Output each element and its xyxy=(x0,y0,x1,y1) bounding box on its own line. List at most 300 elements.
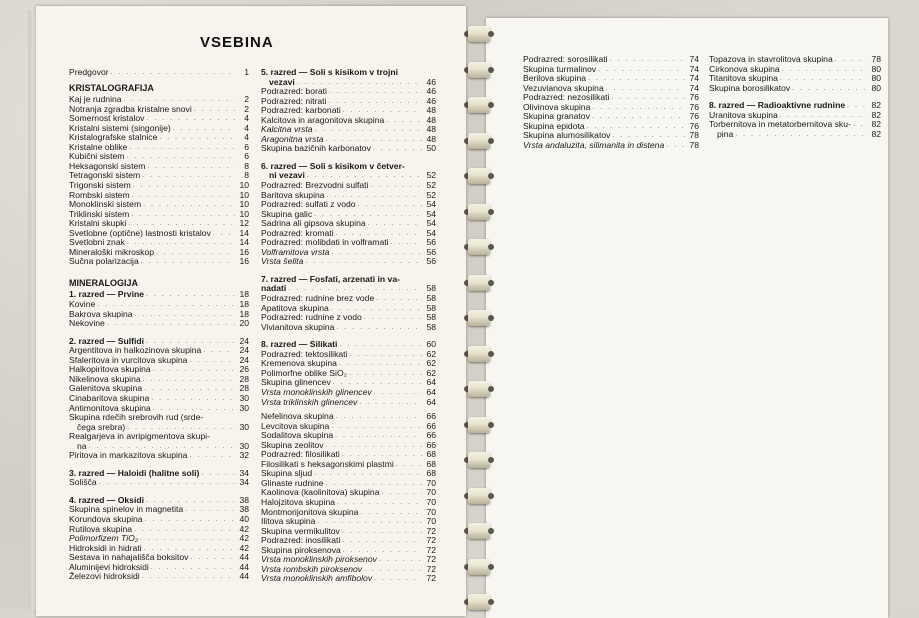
entry-title: Skupina glinencev xyxy=(261,377,331,388)
page-number: 24 xyxy=(239,345,249,356)
page-number: 70 xyxy=(426,506,436,517)
dot-leader xyxy=(853,120,867,130)
page-number: 6 xyxy=(244,151,249,162)
entry-title: Podrazred: Brezvodni sulfati xyxy=(261,180,369,191)
page-number: 56 xyxy=(426,256,436,267)
dot-leader xyxy=(151,394,235,404)
page-number: 72 xyxy=(426,525,436,536)
entry-title: Sestava in nahajališča boksitov xyxy=(69,552,189,563)
entry-title: Podrazred: sorosilikati xyxy=(523,54,608,64)
entry-title: 8. razred — Silikati xyxy=(261,339,338,350)
page-number: 82 xyxy=(871,128,881,139)
dot-leader xyxy=(189,356,235,366)
page-number: 42 xyxy=(239,523,249,534)
entry-title: Podrazred: molibdati in volframati xyxy=(261,237,389,248)
entry-title: Volframitova vrsta xyxy=(261,246,330,257)
page-number: 76 xyxy=(689,92,699,103)
page-number: 18 xyxy=(239,289,249,300)
toc-column-3 xyxy=(523,55,699,150)
entry-title: Podrazred: karbonati xyxy=(261,105,341,116)
page-number: 28 xyxy=(239,383,249,394)
dot-leader xyxy=(314,469,422,479)
entry-title: Kaolinova (kaolinitova) skupina xyxy=(261,487,380,498)
dot-leader xyxy=(735,130,867,140)
dot-leader xyxy=(129,143,235,153)
entry-title: Podrazred: kromati xyxy=(261,227,334,238)
entry-title: Kristalne oblike xyxy=(69,141,128,152)
entry-title: Skupina piroksenova xyxy=(261,544,341,555)
dot-leader xyxy=(381,488,422,498)
page-number: 8 xyxy=(244,170,249,181)
page-number: 58 xyxy=(426,302,436,313)
page-number: 34 xyxy=(239,477,249,488)
entry-title: Montmorijonitova skupina xyxy=(261,506,359,517)
entry-title: Podrazred: tektosilikati xyxy=(261,348,348,359)
binding-coil xyxy=(464,95,494,117)
page-number: 74 xyxy=(689,63,699,74)
page-number: 10 xyxy=(239,180,249,191)
toc-entry xyxy=(69,572,249,582)
entry-title: na xyxy=(77,440,87,451)
entry-title: Podrazred: nitrati xyxy=(261,95,327,106)
dot-leader xyxy=(780,74,867,84)
page-number: 8 xyxy=(244,160,249,171)
entry-title: Podrazred: borati xyxy=(261,86,327,97)
page-number: 32 xyxy=(239,450,249,461)
toc-entry xyxy=(69,68,249,78)
page-number: 6 xyxy=(244,141,249,152)
toc-entry xyxy=(69,432,249,442)
entry-title: Skupina bazičnih karbonatov xyxy=(261,143,371,154)
dot-leader xyxy=(376,294,422,304)
dot-leader xyxy=(131,210,235,220)
entry-title: Kaj je rudnina xyxy=(69,94,122,105)
dot-leader xyxy=(611,93,685,103)
entry-title: Vrsta triklinskih glinencev xyxy=(261,396,358,407)
entry-title: Skupina vermikulitov xyxy=(261,525,340,536)
entry-title: Podrazred: inosilikati xyxy=(261,535,341,546)
page-number: 58 xyxy=(426,283,436,294)
page-number: 18 xyxy=(239,308,249,319)
entry-title: Filosilikati s heksagonskimi plastmi xyxy=(261,458,394,469)
page-number: 30 xyxy=(239,440,249,451)
entry-title: Skupina borosilikatov xyxy=(709,82,791,93)
entry-title: Cirkonova skupina xyxy=(709,63,780,74)
page-number: 70 xyxy=(426,516,436,527)
dot-leader xyxy=(147,162,235,172)
page-number: 14 xyxy=(239,227,249,238)
dot-leader xyxy=(374,388,422,398)
page-number: 46 xyxy=(426,95,436,106)
entry-title: Sodalitova skupina xyxy=(261,430,334,441)
binding-coil xyxy=(464,450,494,472)
toc-column-4 xyxy=(709,55,881,139)
dot-leader xyxy=(349,350,422,360)
dot-leader xyxy=(153,365,235,375)
entry-title: Triklinski sistem xyxy=(69,208,130,219)
page-number: 68 xyxy=(426,458,436,469)
page-number: 62 xyxy=(426,367,436,378)
entry-title: Nefelinova skupina xyxy=(261,411,334,422)
page-number: 40 xyxy=(239,513,249,524)
page-number: 38 xyxy=(239,504,249,515)
entry-title: Svetlobne (optične) lastnosti kristalov xyxy=(69,227,211,238)
entry-title: Polimorfne oblike SiO₂ xyxy=(261,367,347,378)
dot-leader xyxy=(610,55,685,65)
page-number: 10 xyxy=(239,208,249,219)
entry-title: Olivinova skupina xyxy=(523,101,591,112)
entry-title: Aragonitna vrsta xyxy=(261,133,324,144)
entry-title: Argentitova in halkozinova skupina xyxy=(69,345,202,356)
dot-leader xyxy=(396,460,422,470)
page-number: 14 xyxy=(239,237,249,248)
toc-entry xyxy=(69,319,249,329)
page-number: 2 xyxy=(244,94,249,105)
page-number: 28 xyxy=(239,373,249,384)
page-number: 72 xyxy=(426,563,436,574)
page-number: 44 xyxy=(239,571,249,582)
dot-leader xyxy=(329,87,422,97)
page-number: 50 xyxy=(426,143,436,154)
page-number: 54 xyxy=(426,208,436,219)
binding-coil xyxy=(464,273,494,295)
dot-leader xyxy=(133,181,235,191)
page-number: 72 xyxy=(426,554,436,565)
binding-coil xyxy=(464,344,494,366)
entry-title: Kremenova skupina xyxy=(261,358,337,369)
page-number: 48 xyxy=(426,124,436,135)
page-number: 1 xyxy=(244,67,249,77)
dot-leader xyxy=(782,65,867,75)
page-number: 66 xyxy=(426,430,436,441)
entry-title: 7. razred — Fosfati, arzenati in va- xyxy=(261,273,400,284)
dot-leader xyxy=(144,384,235,394)
page-number: 46 xyxy=(426,76,436,87)
page-number: 54 xyxy=(426,218,436,229)
dot-leader xyxy=(142,572,235,582)
dot-leader xyxy=(194,105,235,115)
entry-title: Cinabaritova skupina xyxy=(69,392,150,403)
dot-leader xyxy=(336,412,422,422)
page-number: 62 xyxy=(426,358,436,369)
page-number: 56 xyxy=(426,246,436,257)
page-number: 30 xyxy=(239,392,249,403)
entry-title: Polimorfizem TiO₂ xyxy=(69,533,139,544)
entry-title: Heksagonski sistem xyxy=(69,160,146,171)
entry-title: Vrsta monoklinskih piroksenov xyxy=(261,554,377,565)
toc-chapter-entry xyxy=(69,290,249,300)
dot-leader xyxy=(606,84,685,94)
page-number: 24 xyxy=(239,335,249,346)
entry-title: Realgarjeva in avripigmentova skupi- xyxy=(69,431,210,442)
toc-chapter-entry xyxy=(261,275,436,285)
toc-column-2 xyxy=(261,68,436,584)
entry-title: Kristalni sistemi (singonije) xyxy=(69,122,171,133)
binding-coil xyxy=(464,379,494,401)
page-number: 64 xyxy=(426,386,436,397)
page-number: 80 xyxy=(871,63,881,74)
dot-leader xyxy=(847,101,867,111)
entry-title: Podrazred: sulfati z vodo xyxy=(261,199,356,210)
dot-leader xyxy=(386,116,422,126)
entry-title: Kristalografske stalnice xyxy=(69,132,158,143)
entry-title: Vrsta andaluzita, silimanita in distena xyxy=(523,139,665,150)
page-number: 58 xyxy=(426,312,436,323)
binding-coil xyxy=(464,486,494,508)
entry-title: Berilova skupina xyxy=(523,73,587,84)
dot-leader xyxy=(339,340,422,350)
dot-leader xyxy=(134,525,235,535)
dot-leader xyxy=(141,257,235,267)
toc-entry xyxy=(261,144,436,154)
page-number: 82 xyxy=(871,109,881,120)
page-number: 48 xyxy=(426,114,436,125)
dot-leader xyxy=(592,103,685,113)
page-number: 30 xyxy=(239,402,249,413)
entry-title: Kubični sistem xyxy=(69,151,125,162)
binding-coil xyxy=(464,521,494,543)
dot-leader xyxy=(315,125,422,135)
entry-title: Torbernitova in metatorbernitova sku- xyxy=(709,119,851,130)
page-number: 34 xyxy=(239,467,249,478)
page-number: 58 xyxy=(426,321,436,332)
entry-title: Nikelinova skupina xyxy=(69,373,141,384)
page-number: 80 xyxy=(871,82,881,93)
entry-title: Podrazred: nezosilikati xyxy=(523,92,610,103)
dot-leader xyxy=(391,238,422,248)
dot-leader xyxy=(111,68,235,78)
toc-entry xyxy=(523,141,699,151)
spiral-binding xyxy=(464,0,494,608)
entry-title: Železovi hidroksidi xyxy=(69,571,140,582)
page-number: 10 xyxy=(239,189,249,200)
entry-title: Skupina galic xyxy=(261,208,313,219)
entry-title: pina xyxy=(717,128,734,139)
dot-leader xyxy=(143,200,235,210)
dot-leader xyxy=(190,553,235,563)
dot-leader xyxy=(342,527,422,537)
dot-leader xyxy=(792,84,867,94)
entry-title: Skupina turmalinov xyxy=(523,63,597,74)
toc-entry xyxy=(261,574,436,584)
entry-title: Antimonitova skupina xyxy=(69,402,151,413)
page-number: 78 xyxy=(871,54,881,64)
entry-title: čega srebra) xyxy=(77,421,126,432)
page-number: 62 xyxy=(426,348,436,359)
binding-coil xyxy=(464,60,494,82)
entry-title: nadati xyxy=(261,283,287,294)
entry-title: Kovine xyxy=(69,299,96,310)
toc-entry xyxy=(261,323,436,333)
dot-leader xyxy=(339,359,422,369)
entry-title: Baritova skupina xyxy=(261,189,325,200)
entry-title: Glinaste rudnine xyxy=(261,477,324,488)
entry-title: Galenitova skupina xyxy=(69,383,143,394)
dot-leader xyxy=(151,563,235,573)
dot-leader xyxy=(359,398,422,408)
toc-entry xyxy=(69,478,249,488)
entry-title: Halkopiritova skupina xyxy=(69,364,151,375)
page-number: 64 xyxy=(426,396,436,407)
entry-title: ni vezavi xyxy=(269,170,305,181)
dot-leader xyxy=(598,65,685,75)
page-number: 48 xyxy=(426,105,436,116)
toc-entry xyxy=(69,451,249,461)
entry-title: Uranitova skupina xyxy=(709,109,778,120)
toc-entry xyxy=(261,398,436,408)
entry-title: Predgovor xyxy=(69,67,109,77)
page-number: 58 xyxy=(426,293,436,304)
entry-title: Notranja zgradba kristalne snovi xyxy=(69,103,192,114)
page-title: VSEBINA xyxy=(200,34,274,51)
entry-title: Rombski sistem xyxy=(69,189,130,200)
dot-leader xyxy=(143,375,235,385)
entry-title: Vrsta monoklinskih amfibolov xyxy=(261,573,373,584)
page-number: 2 xyxy=(244,103,249,114)
page-number: 68 xyxy=(426,468,436,479)
dot-leader xyxy=(379,555,422,565)
page-number: 46 xyxy=(426,86,436,97)
dot-leader xyxy=(189,451,235,461)
entry-title: 5. razred — Soli s kisikom v trojni xyxy=(261,67,399,77)
dot-leader xyxy=(364,313,422,323)
page-number: 74 xyxy=(689,82,699,93)
entry-title: Trigonski sistem xyxy=(69,180,131,191)
dot-leader xyxy=(592,112,685,122)
page-number: 70 xyxy=(426,487,436,498)
page-number: 78 xyxy=(689,130,699,141)
entry-title: Skupina sljud xyxy=(261,468,313,479)
entry-title: Podrazred: rudnine z vodo xyxy=(261,312,362,323)
entry-title: Hidroksidi in hidrati xyxy=(69,542,142,553)
dot-leader xyxy=(173,124,235,134)
dot-leader xyxy=(335,431,422,441)
entry-title: Skupina alumosilikatov xyxy=(523,130,611,141)
dot-leader xyxy=(342,536,422,546)
page-number: 78 xyxy=(689,139,699,150)
toc-entry xyxy=(69,257,249,267)
page-number: 74 xyxy=(689,73,699,84)
page-number: 70 xyxy=(426,477,436,488)
toc-entry xyxy=(709,120,881,130)
dot-leader xyxy=(364,565,422,575)
entry-title: Podrazred: rudnine brez vode xyxy=(261,293,375,304)
page-number: 20 xyxy=(239,318,249,329)
page-number: 42 xyxy=(239,542,249,553)
page-number: 74 xyxy=(689,54,699,64)
entry-title: Aluminijevi hidroksidi xyxy=(69,561,149,572)
dot-leader xyxy=(99,478,235,488)
entry-title: Skupina spinelov in magnetita xyxy=(69,504,184,515)
entry-title: Halojzitova skupina xyxy=(261,496,336,507)
page-number: 42 xyxy=(239,533,249,544)
section-heading: MINERALOGIJA xyxy=(69,277,139,288)
entry-title: 6. razred — Soli s kisikom v četver- xyxy=(261,160,405,171)
page-number: 76 xyxy=(689,111,699,122)
entry-title: Nekovine xyxy=(69,318,105,329)
dot-leader xyxy=(201,469,235,479)
entry-title: Kristalni skupki xyxy=(69,218,127,229)
dot-leader xyxy=(328,97,422,107)
entry-title: Vrsta monoklinskih glinencev xyxy=(261,386,372,397)
page-number: 30 xyxy=(239,421,249,432)
dot-leader xyxy=(370,181,422,191)
entry-title: Podrazred: filosilikati xyxy=(261,449,340,460)
dot-leader xyxy=(132,191,235,201)
entry-title: Mineraloški mikroskop xyxy=(69,246,155,257)
entry-title: Skupina rdečih srebrovih rud (srde- xyxy=(69,412,204,423)
entry-title: Svetlobni znak xyxy=(69,237,125,248)
page-number: 44 xyxy=(239,561,249,572)
toc-entry xyxy=(261,257,436,267)
binding-coil xyxy=(464,24,494,46)
page-number: 10 xyxy=(239,199,249,210)
binding-coil xyxy=(464,557,494,579)
page-number: 54 xyxy=(426,199,436,210)
page-number: 4 xyxy=(244,132,249,143)
section-heading: KRISTALOGRAFIJA xyxy=(69,82,154,93)
dot-leader xyxy=(373,144,422,154)
page-number: 72 xyxy=(426,573,436,584)
binding-coil xyxy=(464,237,494,259)
binding-coil xyxy=(464,592,494,614)
page-number: 66 xyxy=(426,420,436,431)
entry-title: Topazova in stavrolitova skupina xyxy=(709,54,833,64)
page-number: 76 xyxy=(689,120,699,131)
page-number: 82 xyxy=(871,100,881,111)
entry-title: Titanitova skupina xyxy=(709,73,778,84)
dot-leader xyxy=(336,323,422,333)
page-number: 54 xyxy=(426,227,436,238)
page-number: 48 xyxy=(426,133,436,144)
entry-title: Skupina epidota xyxy=(523,120,585,131)
entry-title: Sučna polarizacija xyxy=(69,256,139,267)
page-number: 52 xyxy=(426,170,436,181)
entry-title: Vivianitova skupina xyxy=(261,321,335,332)
entry-title: 2. razred — Sulfidi xyxy=(69,335,144,346)
binding-coil xyxy=(464,131,494,153)
page-number: 66 xyxy=(426,439,436,450)
entry-title: Bakrova skupina xyxy=(69,308,133,319)
dot-leader xyxy=(360,508,422,518)
page-number: 18 xyxy=(239,299,249,310)
dot-leader xyxy=(331,248,422,258)
entry-title: 1. razred — Prvine xyxy=(69,289,144,300)
page-number: 82 xyxy=(871,119,881,130)
toc-entry xyxy=(709,130,881,140)
entry-title: Sfaleritova in vurcitova skupina xyxy=(69,354,188,365)
entry-title: Vrsta rombskih piroksenov xyxy=(261,563,363,574)
entry-title: Skupina zeolitov xyxy=(261,439,324,450)
entry-title: Piritova in markazitova skupina xyxy=(69,450,188,461)
binding-coil xyxy=(464,415,494,437)
dot-leader xyxy=(159,133,235,143)
dot-leader xyxy=(203,346,235,356)
dot-leader xyxy=(145,515,235,525)
binding-coil xyxy=(464,166,494,188)
entry-title: Solišča xyxy=(69,477,97,488)
page-number: 16 xyxy=(239,246,249,257)
entry-title: Vezuvianova skupina xyxy=(523,82,604,93)
page-number: 52 xyxy=(426,180,436,191)
page-number: 68 xyxy=(426,449,436,460)
entry-title: Kalcitna vrsta xyxy=(261,124,313,135)
dot-leader xyxy=(374,574,422,584)
entry-title: Levcitova skupina xyxy=(261,420,330,431)
page-number: 72 xyxy=(426,535,436,546)
entry-title: Tetragonski sistem xyxy=(69,170,141,181)
entry-title: Sadrina ali gipsova skupina xyxy=(261,218,366,229)
